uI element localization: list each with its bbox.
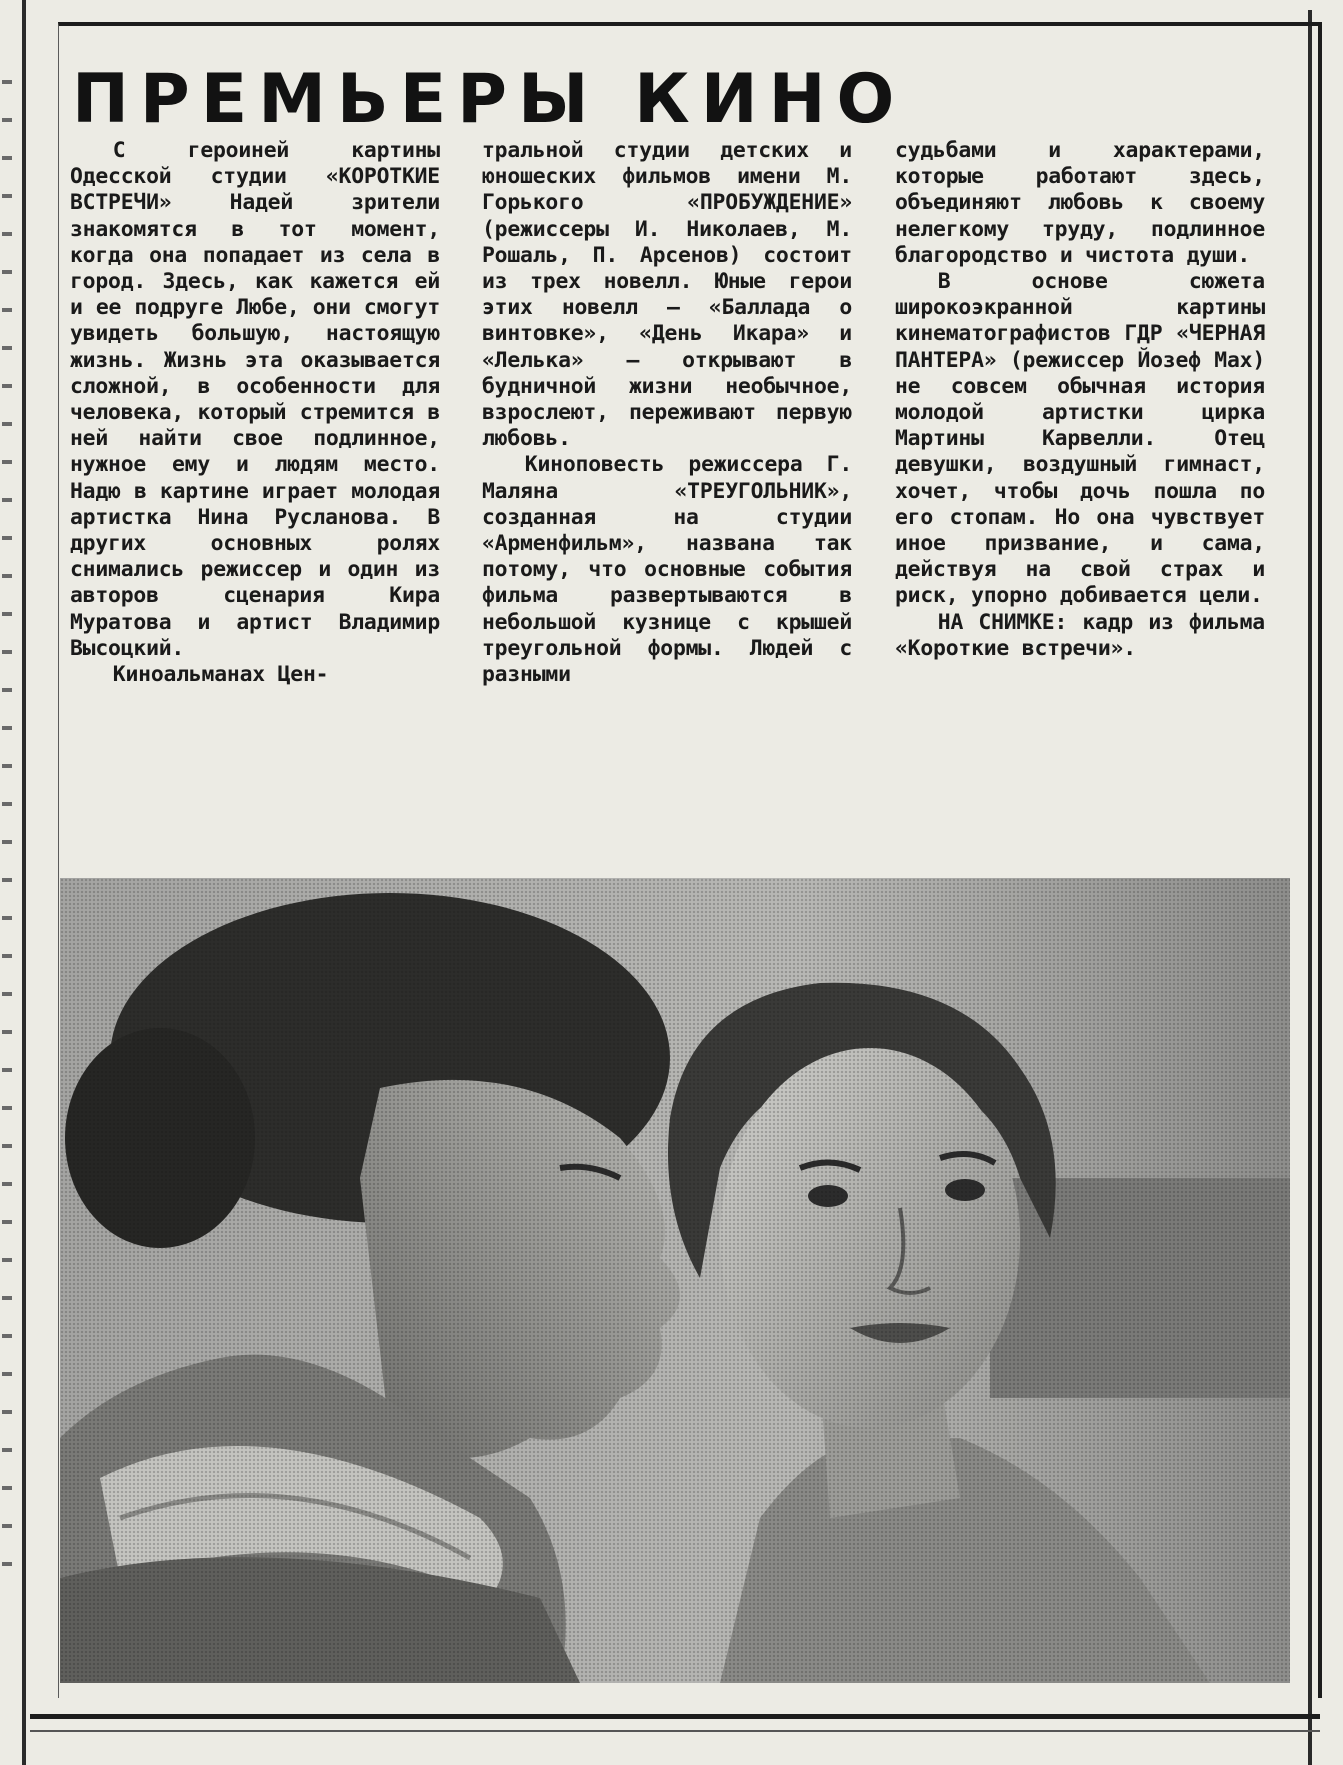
bottom-rule xyxy=(30,1714,1320,1719)
page-edge-marks xyxy=(2,80,12,1580)
paragraph: В основе сюжета широкоэкранной картины кинематографистов ГДР «ЧЕРНАЯ ПАНТЕРА» (режиссер Йозеф Мах) не совсем обычная история молодой артистки цирка Мартины Карвелли. Отец девушки, воздушный гимнаст, хочет, чтобы дочь пошла по его стопам. Но она чувствует иное призвание, и сама, действуя на свой страх и риск, упорно добивается цели. xyxy=(895,269,1265,609)
paragraph: тральной студии детских и юношеских фильмов имени М. Горького «ПРОБУЖДЕНИЕ» (режиссеры И. Николаев, М. Рошаль, П. Арсенов) состоит из трех новелл. Юные герои этих новелл — «Баллада о винтовке», «День Икара» и «Лелька» — открывают в будничной жизни необычное, взрослеют, переживают первую любовь. xyxy=(482,138,852,452)
bottom-rule-thin xyxy=(30,1730,1320,1732)
paragraph: С героиней картины Одесской студии «КОРОТКИЕ ВСТРЕЧИ» Надей зрители знакомятся в тот момент, когда она попадает из села в город. Здесь, как кажется ей и ее подруге Любе, они смогут увидеть большую, настоящую жизнь. Жизнь эта оказывается сложной, в особенности для человека, который стремится в ней найти свое подлинное, нужное ему и людям место. Надю в картине играет молодая артистка Нина Русланова. В других основных ролях снимались режиссер и один из авторов сценария Кира Муратова и артист Владимир Высоцкий. xyxy=(70,138,440,661)
left-column-rule xyxy=(22,0,26,1765)
article-headline: ПРЕМЬЕРЫ КИНО xyxy=(72,60,906,139)
text-column-3 xyxy=(895,138,1265,848)
paragraph: судьбами и характерами, которые работают здесь, объединяют любовь к своему нелегкому труду, подлинное благородство и чистота души. xyxy=(895,138,1265,268)
text-column-2 xyxy=(482,138,852,848)
film-still-illustration xyxy=(60,878,1290,1683)
paragraph: Киноальманах Цен- xyxy=(112,662,329,688)
photo-caption: НА СНИМКЕ: кадр из фильма «Короткие встречи». xyxy=(895,609,1265,661)
paragraph: Киноповесть режиссера Г. Маляна «ТРЕУГОЛЬНИК», созданная на студии «Арменфильм», названа так потому, что основные события фильма развертываются в небольшой кузнице с крышей треугольной формы. Людей с разными xyxy=(482,452,852,688)
film-still-photo xyxy=(60,878,1290,1683)
text-column-1 xyxy=(70,138,440,848)
